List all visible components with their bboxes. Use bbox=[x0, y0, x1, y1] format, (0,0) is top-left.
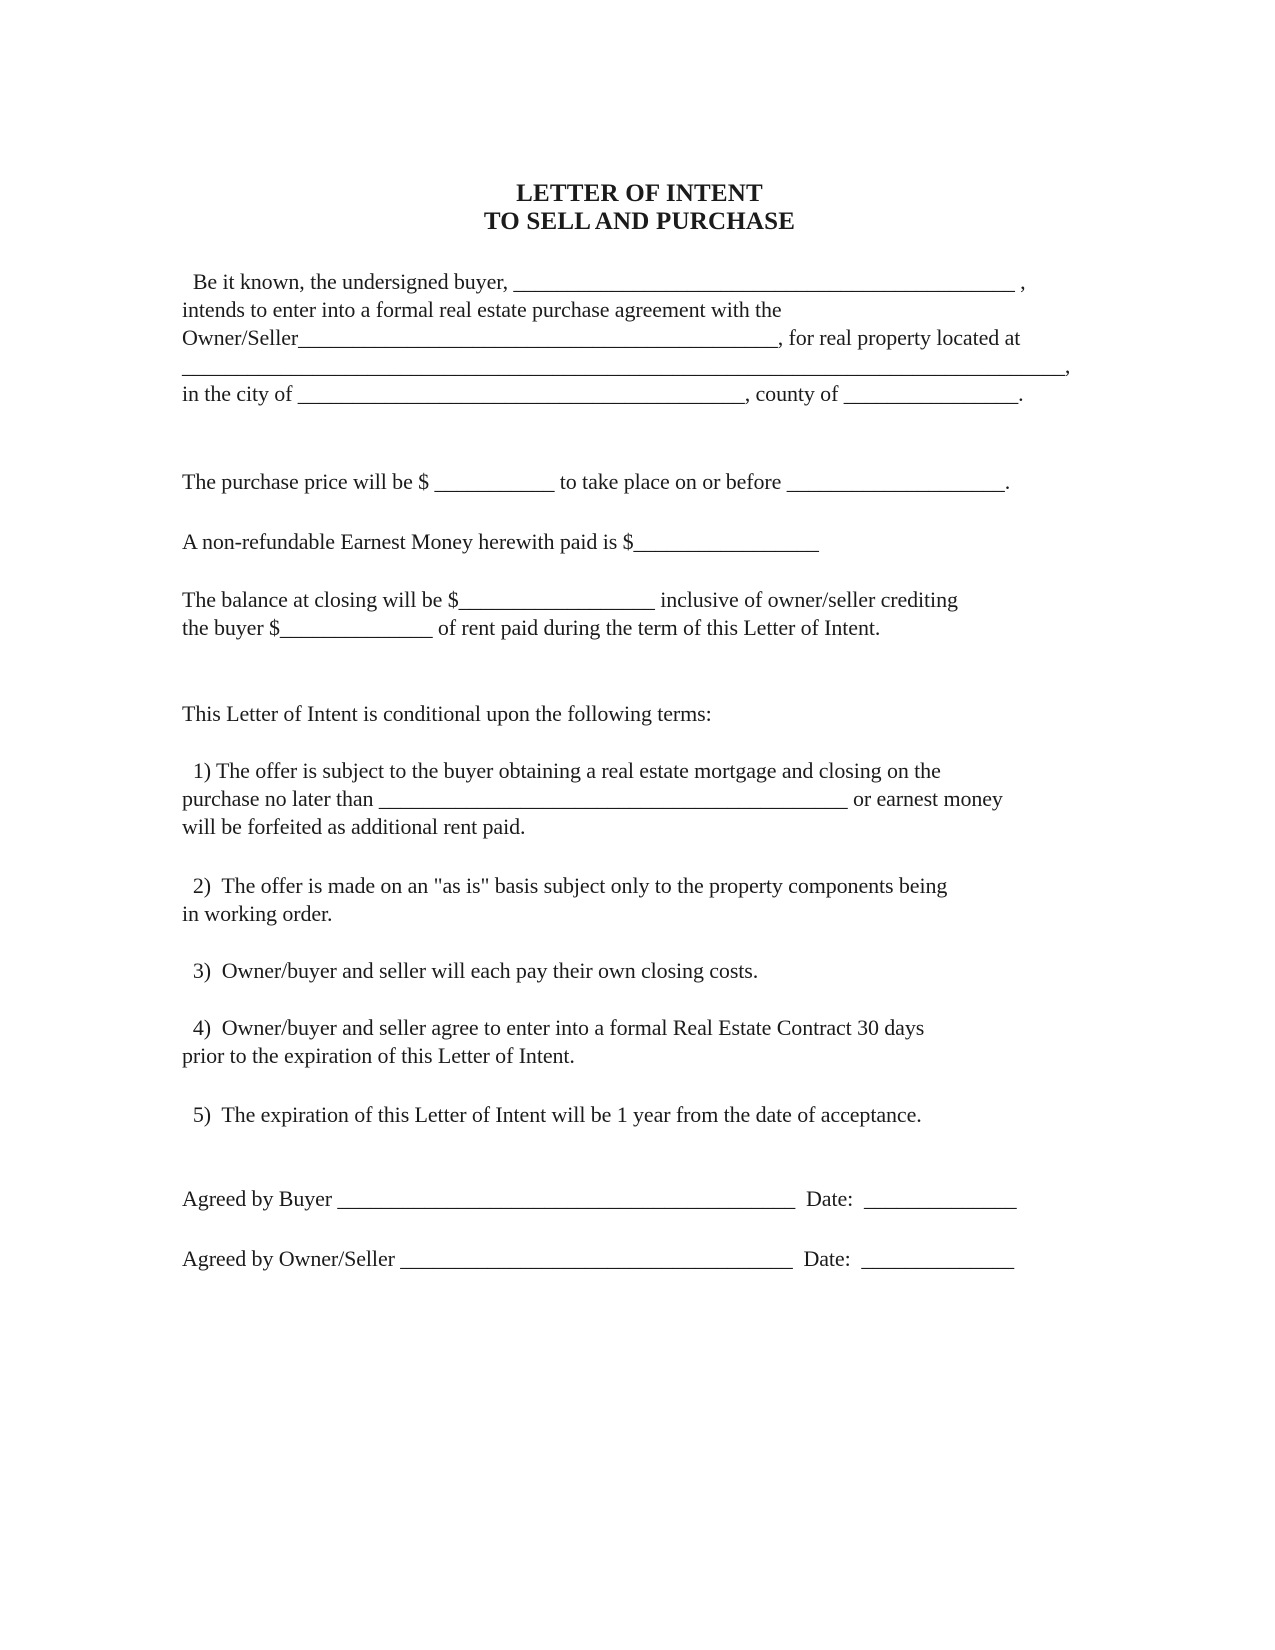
clause-3-line-1: 3) Owner/buyer and seller will each pay their own closing costs. bbox=[182, 958, 759, 983]
clause-1-line-1: 1) The offer is subject to the buyer obtaining a real estate mortgage and closing on the bbox=[182, 758, 941, 783]
clause-1-line-2: purchase no later than ___________________________________________ or earnest money bbox=[182, 786, 1003, 811]
property-location-block bbox=[182, 352, 1097, 408]
clause-3 bbox=[182, 957, 1097, 985]
balance-line-1: The balance at closing will be $__________________ inclusive of owner/seller crediting bbox=[182, 587, 958, 612]
earnest-money-line: A non-refundable Earnest Money herewith paid is $_________________ bbox=[182, 529, 819, 554]
clause-4 bbox=[182, 1014, 1097, 1070]
document-content bbox=[182, 180, 1097, 1273]
clause-4-line-1: 4) Owner/buyer and seller agree to enter into a formal Real Estate Contract 30 days bbox=[182, 1015, 925, 1040]
intro-paragraph bbox=[182, 268, 1097, 352]
document-title-line-1: LETTER OF INTENT bbox=[516, 180, 763, 207]
owner-seller-signature-block bbox=[182, 1245, 1097, 1273]
clause-2-line-1: 2) The offer is made on an "as is" basis subject only to the property components being bbox=[182, 873, 948, 898]
clause-4-line-2: prior to the expiration of this Letter of Intent. bbox=[182, 1043, 575, 1068]
purchase-price-block bbox=[182, 468, 1097, 496]
conditions-intro-line: This Letter of Intent is conditional upon the following terms: bbox=[182, 701, 712, 726]
clause-1 bbox=[182, 757, 1097, 841]
intro-line-2: intends to enter into a formal real estate purchase agreement with the bbox=[182, 297, 782, 322]
document-title bbox=[182, 180, 1097, 236]
conditions-intro-block bbox=[182, 700, 1097, 728]
clause-1-line-3: will be forfeited as additional rent paid. bbox=[182, 814, 526, 839]
balance-block bbox=[182, 586, 1097, 642]
intro-line-3: Owner/Seller____________________________________________, for real property located at bbox=[182, 325, 1021, 350]
balance-line-2: the buyer $______________ of rent paid during the term of this Letter of Intent. bbox=[182, 615, 881, 640]
property-address-blank-line: _________________________________________________________________________________, bbox=[182, 353, 1071, 378]
owner-seller-signature-line: Agreed by Owner/Seller ____________________________________ Date: ______________ bbox=[182, 1246, 1014, 1271]
document-title-line-2: TO SELL AND PURCHASE bbox=[483, 208, 796, 235]
earnest-money-block bbox=[182, 528, 1097, 556]
intro-line-1: Be it known, the undersigned buyer, ______________________________________________ , bbox=[182, 269, 1026, 294]
buyer-signature-line: Agreed by Buyer __________________________________________ Date: ______________ bbox=[182, 1186, 1017, 1211]
purchase-price-line: The purchase price will be $ ___________ to take place on or before ____________________. bbox=[182, 469, 1011, 494]
city-county-line: in the city of _________________________________________, county of ________________. bbox=[182, 381, 1024, 406]
buyer-signature-block bbox=[182, 1185, 1097, 1213]
clause-2 bbox=[182, 872, 1097, 928]
clause-2-line-2: in working order. bbox=[182, 901, 333, 926]
clause-5-line-1: 5) The expiration of this Letter of Intent will be 1 year from the date of acceptance. bbox=[182, 1102, 922, 1127]
clause-5 bbox=[182, 1101, 1097, 1129]
